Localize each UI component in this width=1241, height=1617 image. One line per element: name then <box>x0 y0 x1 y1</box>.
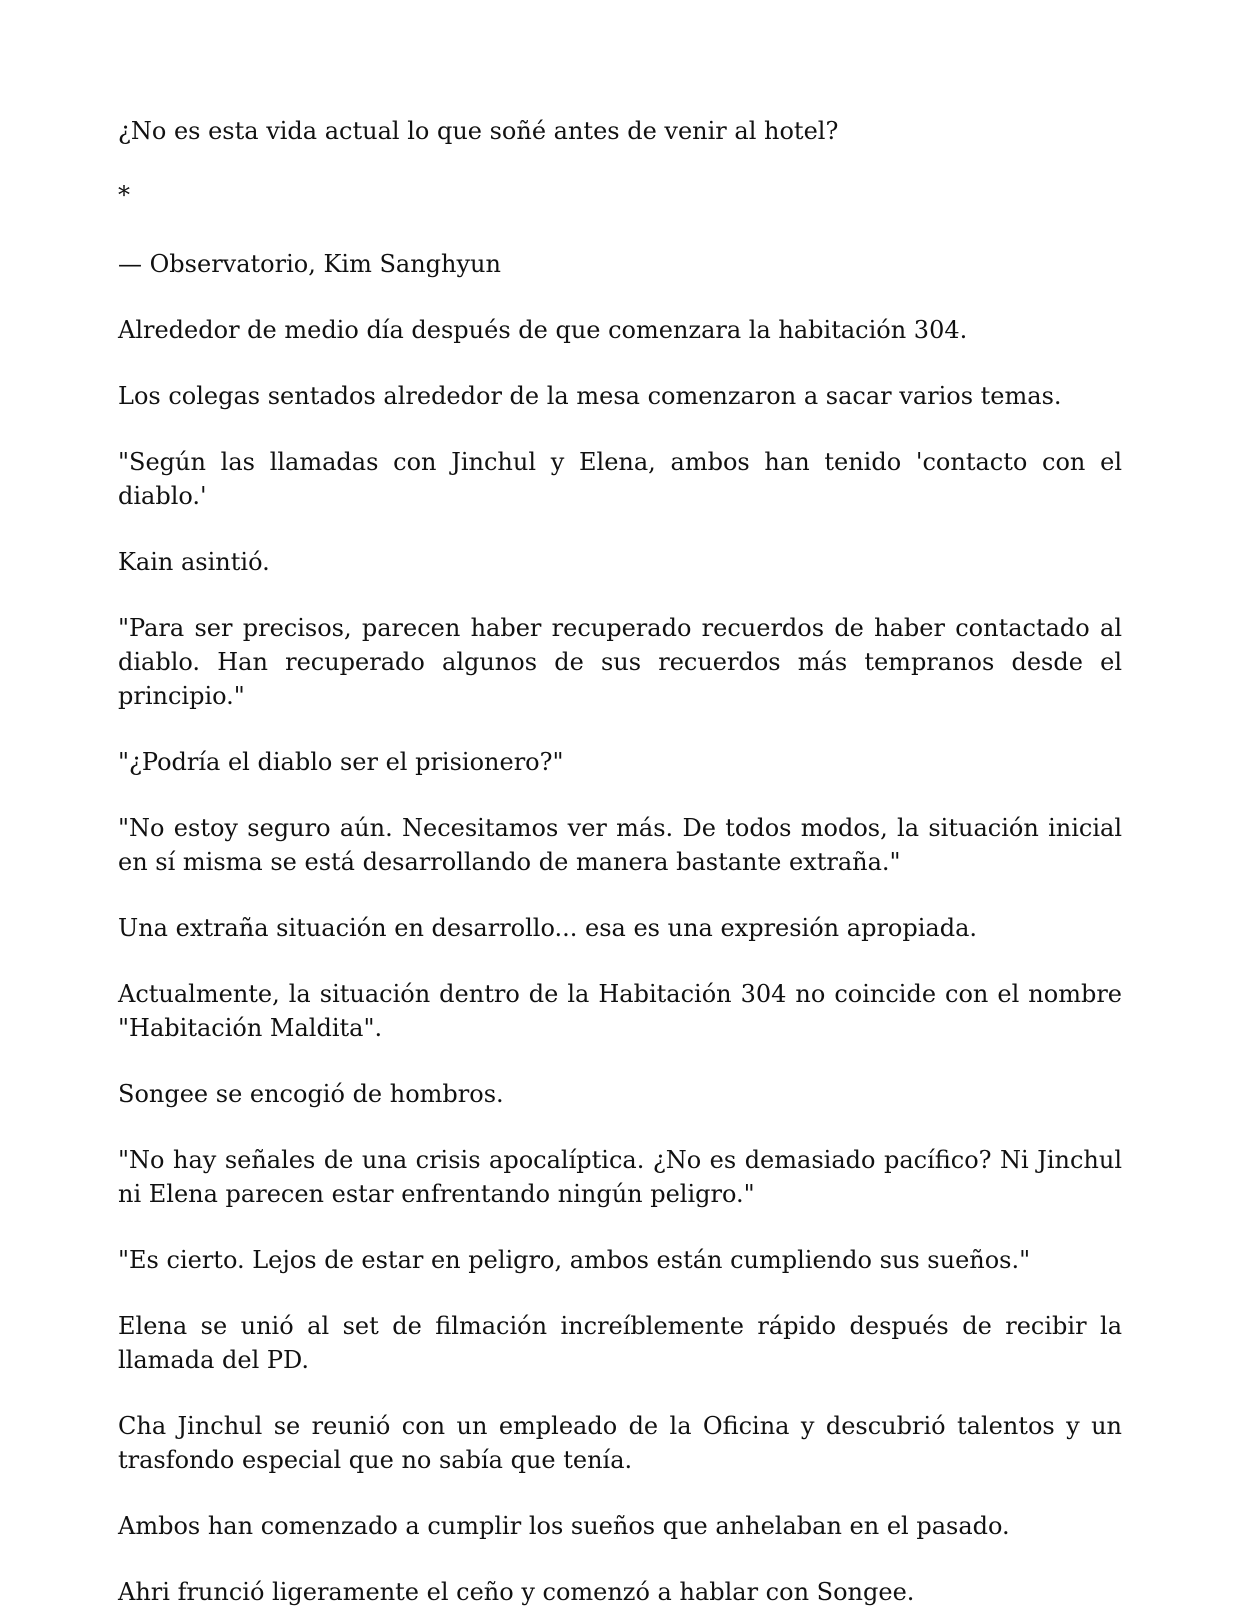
paragraph-7: Kain asintió. <box>118 548 270 576</box>
paragraph-9: "¿Podría el diablo ser el prisionero?" <box>118 748 564 776</box>
paragraph-14: "No hay señales de una crisis apocalíptica. ¿No es demasiado pacífico? Ni Jinchul ni Elena parecen estar enfrentando ningún peligro." <box>118 1146 1122 1208</box>
chapter-heading: — Observatorio, Kim Sanghyun <box>118 250 501 278</box>
paragraph-6: "Según las llamadas con Jinchul y Elena, ambos han tenido 'contacto con el diablo.' <box>118 448 1122 510</box>
paragraph-18: Ambos han comenzado a cumplir los sueños que anhelaban en el pasado. <box>118 1512 1010 1540</box>
paragraph-12: Actualmente, la situación dentro de la Habitación 304 no coincide con el nombre "Habitación Maldita". <box>118 980 1122 1042</box>
paragraph-5: Los colegas sentados alrededor de la mesa comenzaron a sacar varios temas. <box>118 382 1062 410</box>
paragraph-8: "Para ser precisos, parecen haber recuperado recuerdos de haber contactado al diablo. Han recuperado algunos de sus recuerdos más tempranos desde el principio." <box>118 614 1122 710</box>
paragraph-16: Elena se unió al set de filmación increíblemente rápido después de recibir la llamada del PD. <box>118 1312 1122 1374</box>
paragraph-15: "Es cierto. Lejos de estar en peligro, ambos están cumpliendo sus sueños." <box>118 1246 1031 1274</box>
paragraph-10: "No estoy seguro aún. Necesitamos ver más. De todos modos, la situación inicial en sí misma se está desarrollando de manera bastante extraña." <box>118 814 1122 876</box>
paragraph-11: Una extraña situación en desarrollo... esa es una expresión apropiada. <box>118 914 978 942</box>
body-text <box>118 114 1122 1617</box>
paragraph-1: ¿No es esta vida actual lo que soñé antes de venir al hotel? <box>118 117 839 145</box>
paragraph-19: Ahri frunció ligeramente el ceño y comenzó a hablar con Songee. <box>118 1578 915 1606</box>
scene-break: * <box>118 181 130 209</box>
paragraph-17: Cha Jinchul se reunió con un empleado de la Oficina y descubrió talentos y un trasfondo especial que no sabía que tenía. <box>118 1412 1122 1474</box>
paragraph-13: Songee se encogió de hombros. <box>118 1080 504 1108</box>
paragraph-4: Alrededor de medio día después de que comenzara la habitación 304. <box>118 316 968 344</box>
